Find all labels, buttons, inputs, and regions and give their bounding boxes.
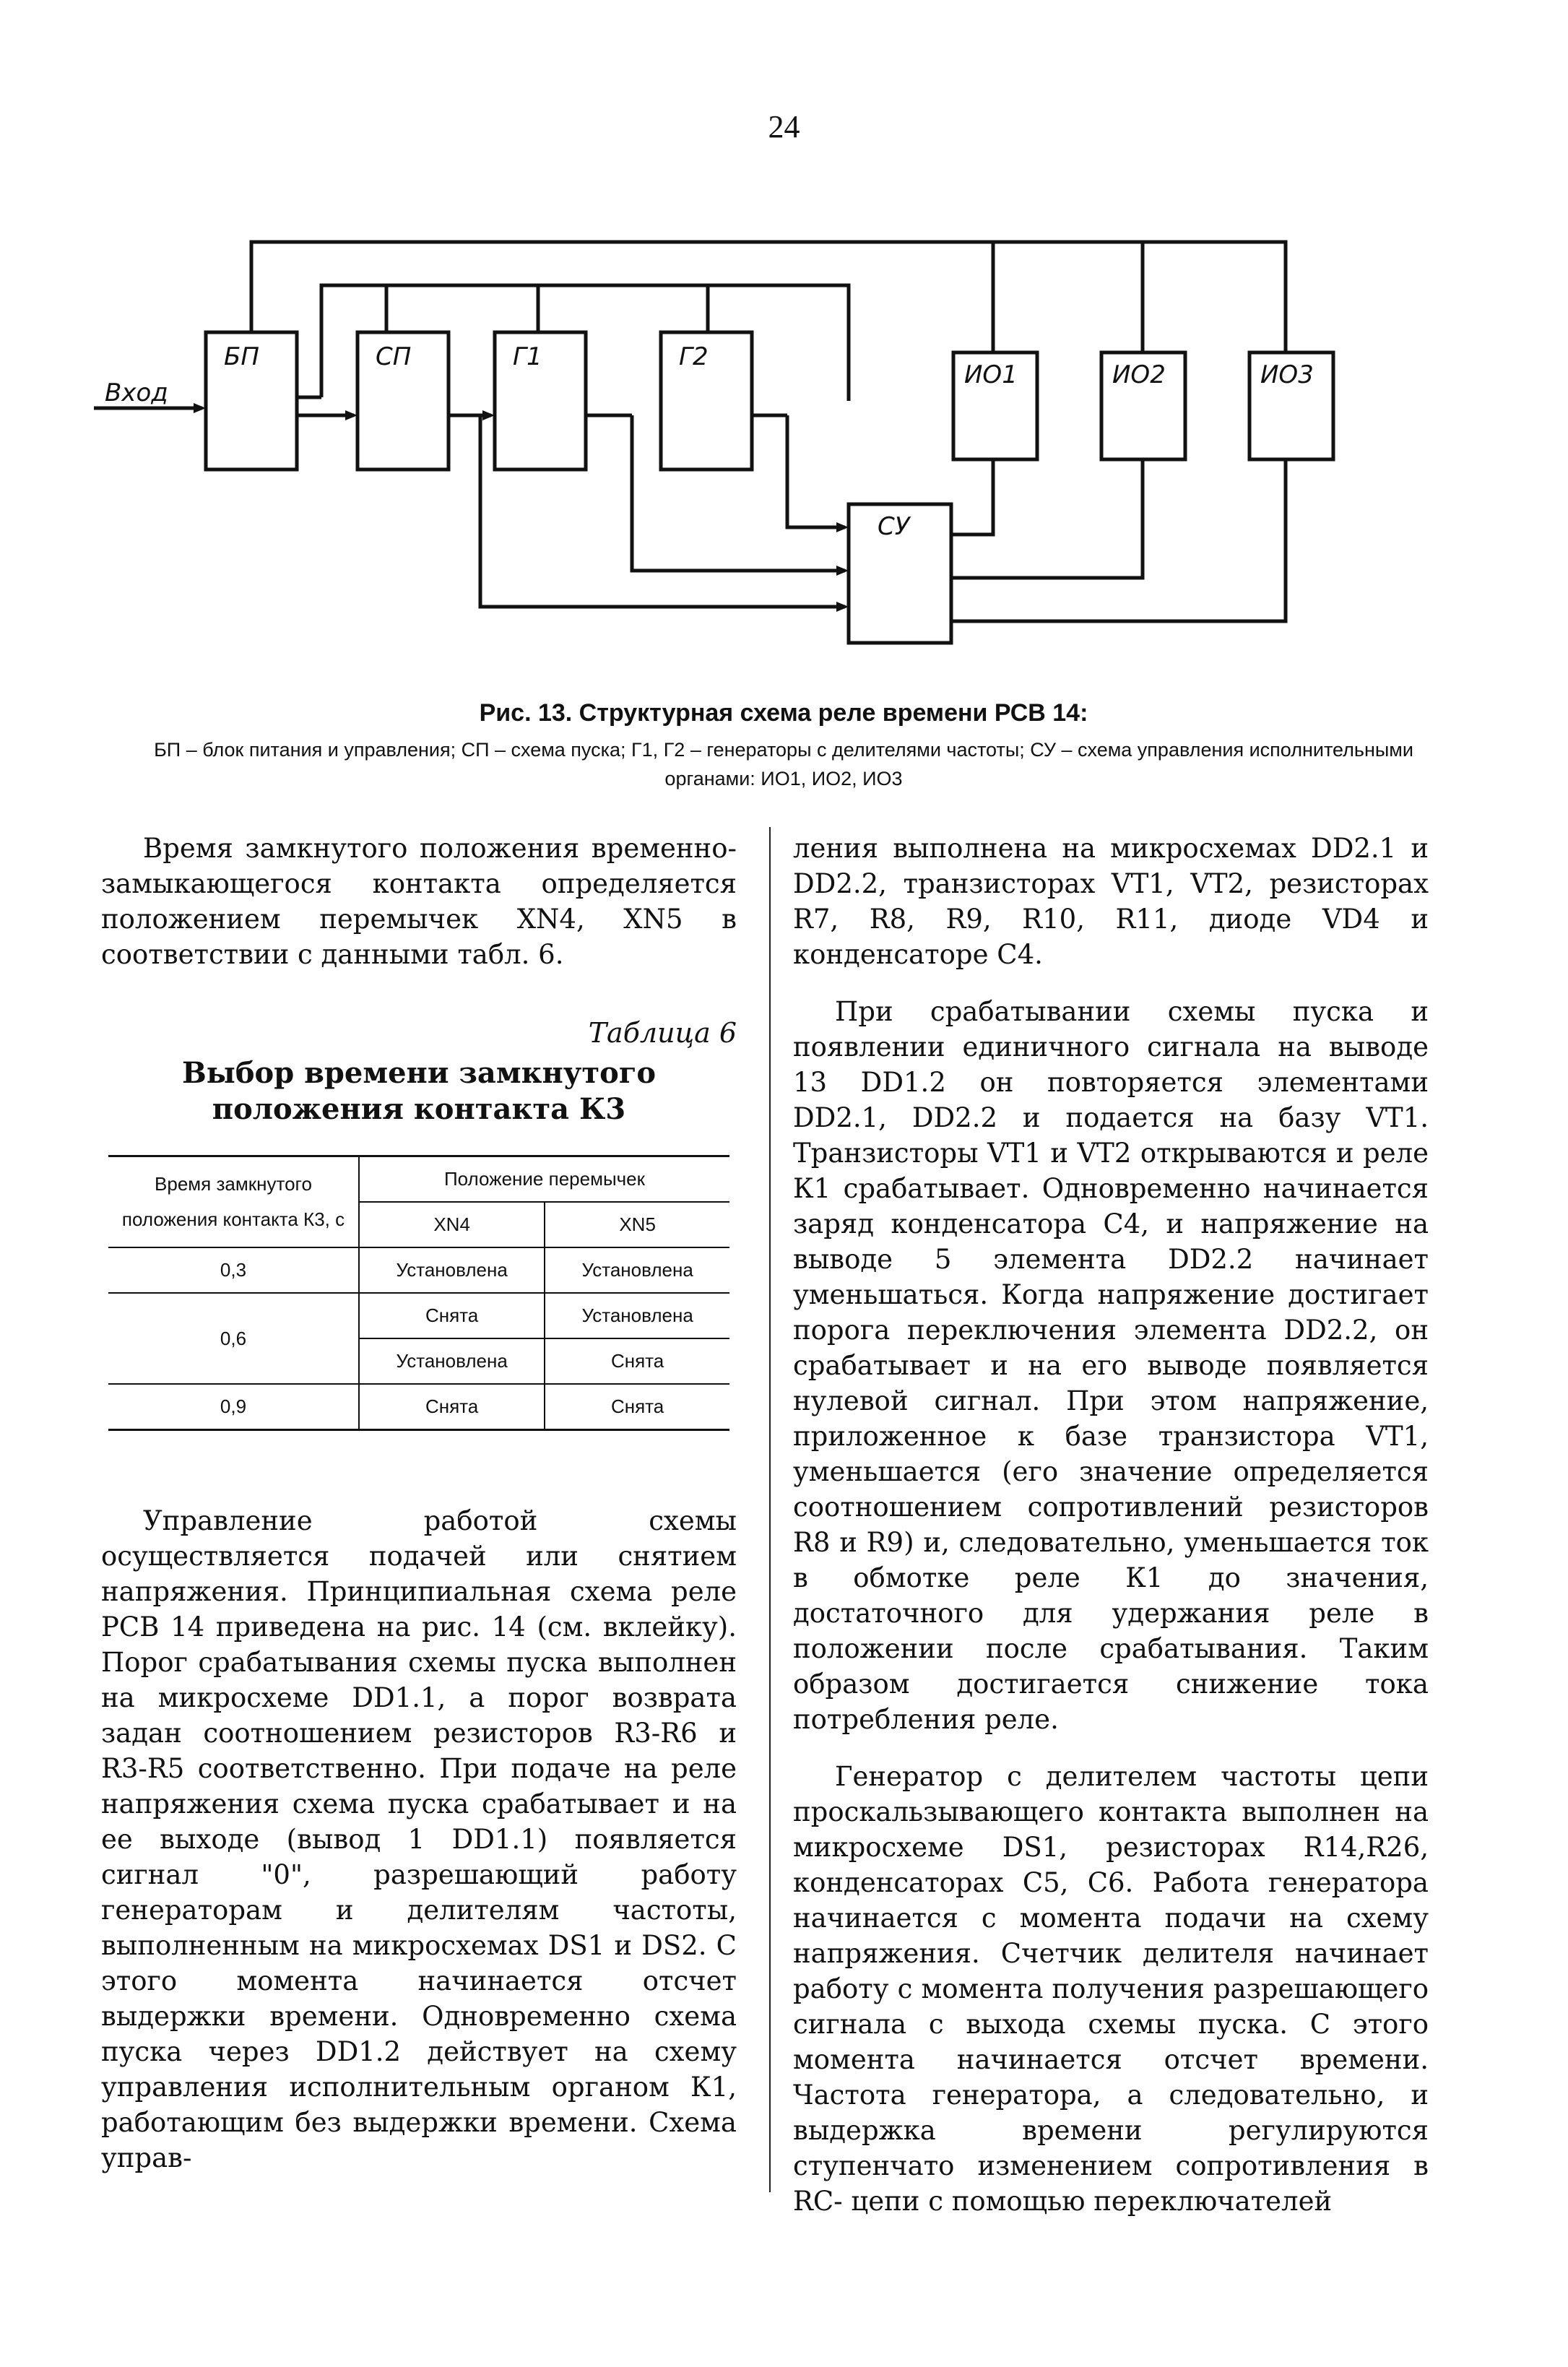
header-xn5: XN5 [545,1202,729,1247]
cell-xn4: Установлена [359,1247,545,1293]
figure-caption-title: Рис. 13. Структурная схема реле времени РСВ 14: [479,699,1088,727]
cell-xn4: Установлена [359,1338,545,1384]
legend-line-1: БП – блок питания и управления; СП – схема пуска; Г1, Г2 – генераторы с делителями частоты; СУ – схема управления исполнительными [154,739,1413,761]
table-title: Выбор времени замкнутого положения контакта К3 [181,1056,657,1126]
table-row [108,1384,729,1430]
legend-line-2: органами: ИО1, ИО2, ИО3 [664,768,903,789]
cell-xn5: Установлена [545,1247,729,1293]
paragraph: ления выполнена на микросхемах DD2.1 и DD2.2, транзисторах VT1, VT2, резисторах R7, R8, R9, R10, R11, диоде VD4 и конденсаторе С4. [793,833,1429,970]
cell-xn5: Установлена [545,1293,729,1338]
cell-xn5: Снята [545,1338,729,1384]
header-time: Время замкнутого положения контакта К3, с [108,1156,359,1248]
paragraph: При срабатывании схемы пуска и появлении единичного сигнала на выводе 13 DD1.2 он повторяется элементами DD2.1, DD2.2 и подается на базу VT1. Транзисторы VT1 и VT2 открываются и реле К1 срабатывает. Одновременно начинается заряд конденсатора С4, и напряжение на выводе 5 элемента DD2.2 начинает уменьшаться. Когда напряжение достигает порога переключения элемента DD2.2, он срабатывает и на его выводе появляется нулевой сигнал. При этом напряжение, приложенное к базе транзистора VT1, уменьшается (его значение определяется соотношением сопротивлений резисторов R8 и R9) и, следовательно, уменьшается ток в обмотке реле К1 до значения, достаточного для удержания реле в положении после срабатывания. Таким образом достигается снижение тока потребления реле. [793,996,1429,1735]
input-label: Вход [105,378,168,407]
table-row [108,1247,729,1293]
label-g2: Г2 [679,342,709,371]
cell-xn5: Снята [545,1384,729,1430]
paragraph: Генератор с делителем частоты цепи проскальзывающего контакта выполнен на микросхеме DS1, резисторах R14,R26, конденсаторах С5, С6. Работа генератора начинается с момента подачи на схему напряжения. Счетчик делителя начинает работу с момента получения разрешающего сигнала с выхода схемы пуска. С этого момента начинается отсчет времени. Частота генератора, а следовательно, и выдержка времени регулируются ступенчато изменением сопротивления в RC- цепи с помощью переключателей [793,1761,1429,2217]
left-column [101,831,737,2176]
paragraph: Время замкнутого положения временно-замыкающегося контакта определяется положением перемычек XN4, XN5 в соответствии с данными табл. 6. [101,833,737,970]
table-label: Таблица 6 [588,1017,737,1049]
paragraph: Управление работой схемы осуществляется подачей или снятием напряжения. Принципиальная схема реле РСВ 14 приведена на рис. 14 (см. вклейку). Порог срабатывания схемы пуска выполнен на микросхеме DD1.1, а порог возврата задан соотношением резисторов R3-R6 и R3-R5 соответственно. При подаче на реле напряжения схема пуска срабатывает и на ее выходе (вывод 1 DD1.1) появляется сигнал "0", разрешающий работу генераторам и делителям частоты, выполненным на микросхемах DS1 и DS2. С этого момента начинается отсчет выдержки времени. Одновременно схема пуска через DD1.2 действует на схему управления исполнительным органом К1, работающим без выдержки времени. Схема управ- [101,1505,737,2173]
block-diagram [94,231,1365,679]
label-su: СУ [878,512,910,541]
column-divider [769,827,771,2192]
label-io3: ИО3 [1260,360,1314,389]
label-g1: Г1 [513,342,542,371]
table-row [108,1293,729,1338]
figure-caption-legend [116,735,1452,793]
cell-time: 0,3 [108,1247,359,1293]
label-bp: БП [224,342,259,371]
cell-xn4: Снята [359,1384,545,1430]
cell-time: 0,9 [108,1384,359,1430]
label-io1: ИО1 [964,360,1018,389]
header-position: Положение перемычек [359,1156,729,1203]
header-xn4: XN4 [359,1202,545,1247]
cell-xn4: Снята [359,1293,545,1338]
page-number: 24 [768,109,800,144]
right-column [793,831,1429,2219]
table-6 [108,1155,729,1431]
label-io2: ИО2 [1112,360,1166,389]
label-sp: СП [376,342,412,371]
cell-time: 0,6 [108,1293,359,1384]
